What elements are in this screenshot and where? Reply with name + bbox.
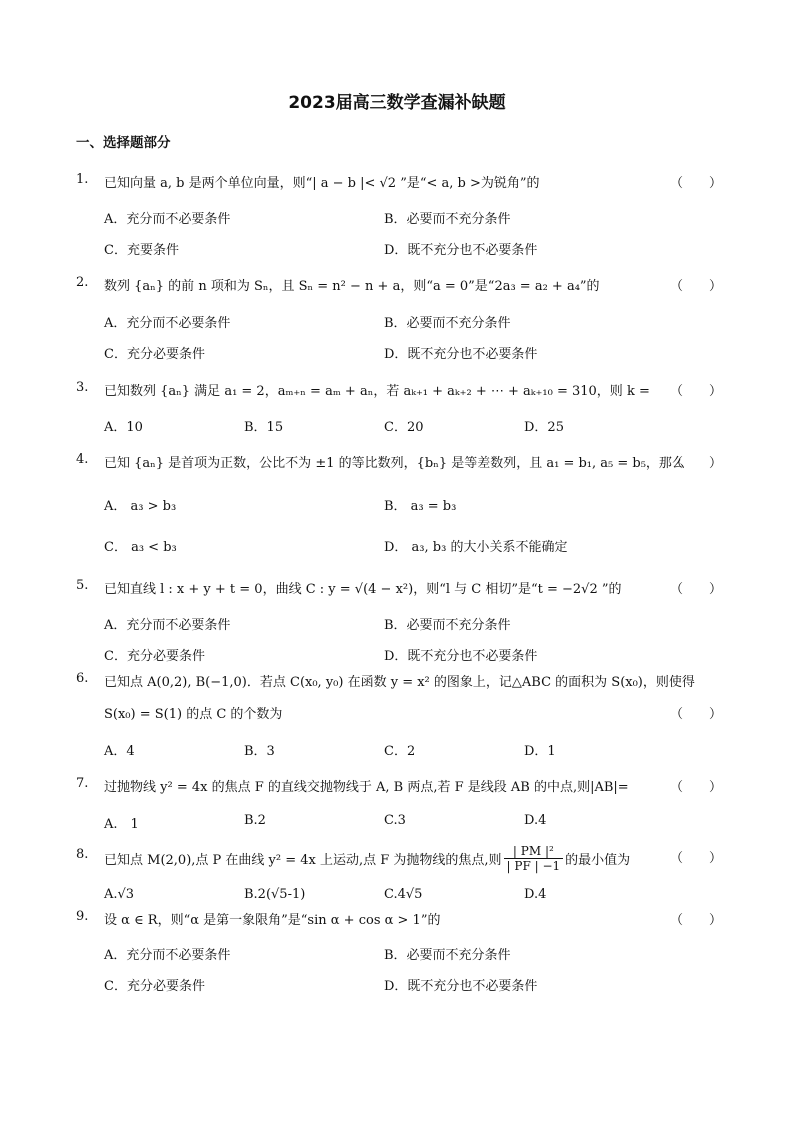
question-stem-prefix: 已知点 M(2,0),点 P 在曲线 y² = 4x 上运动,点 F 为抛物线的焦点,则	[104, 852, 502, 868]
option-d: D.4	[524, 887, 547, 902]
answer-parentheses: （ ）	[670, 279, 723, 294]
option-d: D.4	[524, 813, 547, 828]
answer-parentheses: （ ）	[670, 851, 723, 866]
answer-parentheses: （ ）	[670, 384, 723, 399]
option-c: C．充要条件	[104, 243, 179, 258]
option-a: A. 1	[104, 817, 139, 832]
option-d: D． a₃, b₃ 的大小关系不能确定	[384, 540, 568, 555]
option-d: D．1	[524, 744, 556, 759]
option-b: B． a₃ = b₃	[384, 499, 457, 514]
option-c: C． a₃ < b₃	[104, 540, 177, 555]
option-c: C．充分必要条件	[104, 649, 205, 664]
question-stem: 数列 {aₙ} 的前 n 项和为 Sₙ，且 Sₙ = n² − n + a，则“a = 0”是“2a₃ = a₂ + a₄”的	[104, 279, 600, 294]
option-b: B.2(√5-1)	[244, 887, 306, 902]
option-d: D．25	[524, 420, 564, 435]
fraction-denominator: | PF | −1	[506, 858, 561, 873]
option-c: C.4√5	[384, 887, 423, 902]
question-number: 7.	[76, 776, 89, 791]
answer-parentheses: （ ）	[670, 780, 723, 795]
option-a: A．充分而不必要条件	[104, 948, 231, 963]
section-heading: 一、选择题部分	[76, 135, 171, 151]
option-a: A．10	[104, 420, 143, 435]
question-number: 2.	[76, 275, 89, 290]
option-b: B．必要而不充分条件	[384, 316, 511, 331]
question-stem: 已知点 A(0,2), B(−1,0)．若点 C(x₀, y₀) 在函数 y = x² 的图象上，记△ABC 的面积为 S(x₀)，则使得	[104, 675, 695, 690]
question-number: 1.	[76, 172, 89, 187]
question-number: 6.	[76, 671, 89, 686]
question-stem-continued: S(x₀) = S(1) 的点 C 的个数为	[104, 707, 283, 722]
option-b: B．必要而不充分条件	[384, 618, 511, 633]
question-number: 4.	[76, 452, 89, 467]
answer-parentheses: （ ）	[670, 456, 723, 471]
question-stem: 已知直线 l : x + y + t = 0，曲线 C : y = √(4 − x²)，则“l 与 C 相切”是“t = −2√2 ”的	[104, 582, 622, 597]
question-number: 3.	[76, 380, 89, 395]
option-b: B．必要而不充分条件	[384, 948, 511, 963]
option-a: A．充分而不必要条件	[104, 316, 231, 331]
option-d: D．既不充分也不必要条件	[384, 649, 538, 664]
option-a: A．充分而不必要条件	[104, 618, 231, 633]
answer-parentheses: （ ）	[670, 707, 723, 722]
question-stem: 已知数列 {aₙ} 满足 a₁ = 2，aₘ₊ₙ = aₘ + aₙ，若 aₖ₊₁ + aₖ₊₂ + ⋯ + aₖ₊₁₀ = 310，则 k =	[104, 384, 650, 399]
option-a: A． a₃ > b₃	[104, 499, 177, 514]
option-b: B．3	[244, 744, 275, 759]
option-c: C．20	[384, 420, 424, 435]
option-a: A．4	[104, 744, 135, 759]
option-d: D．既不充分也不必要条件	[384, 347, 538, 362]
answer-parentheses: （ ）	[670, 913, 723, 928]
option-c: C.3	[384, 813, 406, 828]
question-number: 5.	[76, 578, 89, 593]
question-8	[0, 840, 794, 876]
option-c: C．充分必要条件	[104, 347, 205, 362]
option-a: A.√3	[104, 887, 135, 902]
question-stem-suffix: 的最小值为	[565, 852, 631, 868]
option-a: A．充分而不必要条件	[104, 212, 231, 227]
answer-parentheses: （ ）	[670, 176, 723, 191]
fraction-numerator: | PM |²	[504, 844, 564, 859]
answer-parentheses: （ ）	[670, 582, 723, 597]
option-c: C．2	[384, 744, 416, 759]
question-stem: 过抛物线 y² = 4x 的焦点 F 的直线交抛物线于 A, B 两点,若 F 是线段 AB 的中点,则|AB|=	[104, 780, 629, 795]
option-d: D．既不充分也不必要条件	[384, 243, 538, 258]
fraction	[504, 844, 564, 873]
option-b: B.2	[244, 813, 266, 828]
option-b: B．15	[244, 420, 284, 435]
page-title: 2023届高三数学查漏补缺题	[288, 93, 506, 113]
question-stem	[104, 840, 630, 876]
question-number: 9.	[76, 909, 89, 924]
question-stem: 已知向量 a, b 是两个单位向量，则“| a − b |< √2 ”是“< a, b >为锐角”的	[104, 176, 540, 191]
question-number: 8.	[76, 847, 89, 862]
option-b: B．必要而不充分条件	[384, 212, 511, 227]
option-c: C．充分必要条件	[104, 979, 205, 994]
question-stem: 已知 {aₙ} 是首项为正数，公比不为 ±1 的等比数列，{bₙ} 是等差数列，且 a₁ = b₁, a₅ = b₅，那么	[104, 456, 685, 471]
option-d: D．既不充分也不必要条件	[384, 979, 538, 994]
question-stem: 设 α ∈ R，则“α 是第一象限角”是“sin α + cos α > 1”的	[104, 913, 441, 928]
